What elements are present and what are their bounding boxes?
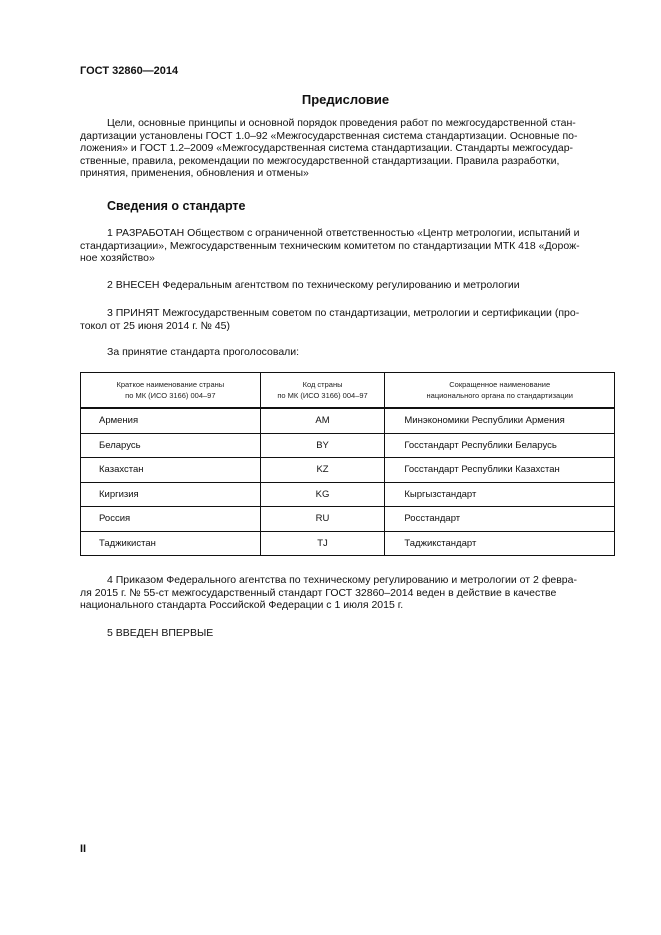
table-row: [81, 433, 615, 458]
item-2-paragraph: [80, 279, 615, 292]
vote-paragraph: [80, 346, 615, 359]
code-cell: KZ: [260, 458, 385, 483]
agency-cell: Госстандарт Республики Казахстан: [385, 458, 615, 483]
item-5-paragraph: [80, 627, 615, 640]
agency-cell: Росстандарт: [385, 507, 615, 532]
preface-title: Предисловие: [301, 92, 390, 107]
page-number: II: [80, 843, 87, 855]
code-cell: KG: [260, 482, 385, 507]
intro-paragraph: [80, 117, 615, 180]
header-agency-name: [385, 373, 615, 409]
table-row: [81, 507, 615, 532]
vote-text: За принятие стандарта проголосовали:: [107, 346, 300, 358]
header-line: Код страны: [302, 380, 343, 389]
intro-line: дартизации установлены ГОСТ 1.0–92 «Межгосударственная система стандартизации. Основные по-: [80, 129, 578, 142]
item-2-line: 2 ВНЕСЕН Федеральным агентством по техническому регулированию и метрологии: [107, 279, 520, 291]
table-row: [81, 482, 615, 507]
table-row: [81, 408, 615, 433]
header-line: по МК (ИСО 3166) 004–97: [277, 391, 368, 400]
country-cell: Киргизия: [81, 482, 261, 507]
voting-table: [80, 372, 615, 556]
document-header: ГОСТ 32860—2014: [80, 65, 179, 77]
intro-line: ложения» и ГОСТ 1.2–2009 «Межгосударственная система стандартизации. Стандарты межгосудар-: [80, 142, 574, 155]
country-cell: Казахстан: [81, 458, 261, 483]
header-country-code: [260, 373, 385, 409]
item-1-paragraph: [80, 227, 615, 265]
intro-line: принятия, применения, обновления и отмены»: [80, 167, 309, 180]
code-cell: AM: [260, 408, 385, 433]
item-3-paragraph: [80, 307, 615, 332]
table-row: [81, 531, 615, 556]
country-cell: Россия: [81, 507, 261, 532]
table-header-row: [81, 373, 615, 409]
header-line: национального органа по стандартизации: [426, 391, 573, 400]
item-1-line: ное хозяйство»: [80, 252, 155, 265]
item-5-line: 5 ВВЕДЕН ВПЕРВЫЕ: [107, 627, 214, 639]
code-cell: TJ: [260, 531, 385, 556]
code-cell: BY: [260, 433, 385, 458]
agency-cell: Госстандарт Республики Беларусь: [385, 433, 615, 458]
header-line: по МК (ИСО 3166) 004–97: [125, 391, 216, 400]
item-1-line: стандартизации», Межгосударственным техническим комитетом по стандартизации МТК 418 «Дорож-: [80, 239, 580, 252]
item-3-line: токол от 25 июня 2014 г. № 45): [80, 319, 230, 332]
country-cell: Таджикистан: [81, 531, 261, 556]
section-title: Сведения о стандарте: [107, 199, 246, 213]
agency-cell: Таджикстандарт: [385, 531, 615, 556]
header-line: Краткое наименование страны: [116, 380, 225, 389]
country-cell: Беларусь: [81, 433, 261, 458]
item-4-line: национального стандарта Российской Федерации с 1 июля 2015 г.: [80, 599, 404, 612]
item-1-line: 1 РАЗРАБОТАН Обществом с ограниченной ответственностью «Центр метрологии, испытаний и: [107, 227, 580, 239]
item-4-line: 4 Приказом Федерального агентства по техническому регулированию и метрологии от 2 февра-: [107, 574, 577, 586]
table-row: [81, 458, 615, 483]
agency-cell: Кыргызстандарт: [385, 482, 615, 507]
item-3-line: 3 ПРИНЯТ Межгосударственным советом по стандартизации, метрологии и сертификации (про-: [107, 307, 580, 319]
item-4-line: ля 2015 г. № 55-ст межгосударственный стандарт ГОСТ 32860–2014 веден в действие в качестве: [80, 586, 557, 599]
intro-line: ственные, правила, рекомендации по межгосударственной стандартизации. Правила разработки,: [80, 154, 560, 167]
header-line: Сокращенное наименование: [449, 380, 551, 389]
intro-line: Цели, основные принципы и основной порядок проведения работ по межгосударственной стан-: [107, 117, 576, 129]
item-4-paragraph: [80, 574, 615, 612]
header-country-name: [81, 373, 261, 409]
agency-cell: Минэкономики Республики Армения: [385, 408, 615, 433]
country-cell: Армения: [81, 408, 261, 433]
code-cell: RU: [260, 507, 385, 532]
